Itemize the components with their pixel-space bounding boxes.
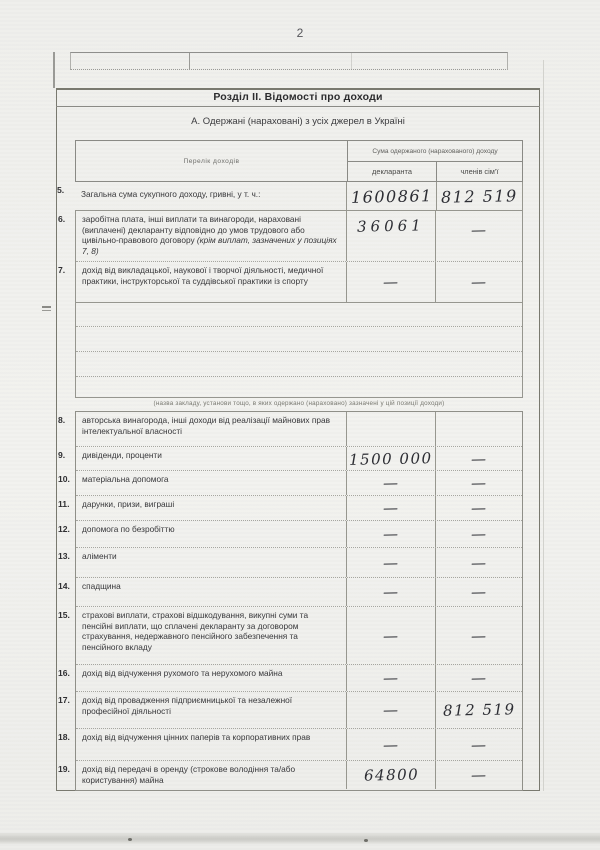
row-label: допомога по безробіттю — [76, 521, 347, 547]
row-number: 13. — [58, 551, 70, 561]
row-label: матеріальна допомога — [76, 471, 347, 495]
handwritten-value: 812 519 — [442, 700, 516, 720]
row-number: 10. — [58, 474, 70, 484]
family-amount — [436, 412, 522, 446]
family-amount — [437, 182, 523, 210]
handwritten-value: 1600861 — [350, 185, 433, 207]
row-number: 15. — [58, 610, 70, 620]
empty-line — [76, 327, 522, 352]
family-amount — [436, 471, 522, 495]
income-table-rows-6-7 — [58, 210, 523, 303]
table-row — [58, 607, 522, 665]
row-number: 19. — [58, 764, 70, 774]
row-number: 8. — [58, 415, 66, 425]
table-row — [58, 471, 522, 496]
scan-dot — [364, 839, 368, 842]
family-amount — [436, 211, 522, 261]
scan-artifact-band — [0, 833, 600, 844]
table-row — [58, 211, 522, 262]
family-amount — [436, 607, 522, 664]
right-margin-line — [543, 60, 544, 791]
handwritten-dash: — — [382, 700, 400, 720]
row-label: дарунки, призи, виграші — [76, 496, 347, 520]
row-label: дохід від передачі в оренду (строкове володіння та/або користування) майна — [76, 761, 347, 789]
handwritten-dash: — — [470, 272, 488, 292]
family-amount — [436, 665, 522, 691]
left-margin-line — [53, 52, 55, 88]
family-amount — [436, 521, 522, 547]
scan-artifact — [42, 306, 51, 311]
handwritten-dash: — — [382, 272, 400, 292]
declarant-amount — [347, 521, 437, 547]
declarant-amount — [347, 262, 437, 302]
declarant-amount — [347, 665, 437, 691]
row-label: авторська винагорода, інші доходи від реалізації майнових прав інтелектуальної власності — [76, 412, 347, 446]
table-caption: (назва закладу, установи тощо, в яких одержано (нараховано) зазначені у цій позиції доходи) — [153, 400, 445, 407]
handwritten-dash: — — [382, 582, 400, 602]
family-amount — [436, 761, 522, 789]
handwritten-dash: — — [382, 473, 400, 493]
handwritten-value: 1500 000 — [349, 448, 434, 469]
declarant-amount — [347, 578, 437, 606]
handwritten-dash: — — [470, 220, 488, 240]
column-header-family: членів сім’ї — [460, 167, 499, 176]
row-number: 12. — [58, 524, 70, 534]
handwritten-dash: — — [470, 626, 488, 645]
remnant-divider — [351, 53, 352, 69]
family-amount — [436, 496, 522, 520]
declarant-amount — [347, 412, 437, 446]
table-row — [58, 548, 522, 578]
handwritten-value: 64800 — [363, 765, 419, 785]
handwritten-dash: — — [382, 524, 400, 544]
handwritten-dash: — — [470, 582, 488, 602]
declarant-amount — [347, 471, 437, 495]
row-number: 11. — [58, 499, 70, 509]
column-header-amount-group — [348, 141, 522, 181]
table-row — [58, 729, 522, 761]
row-number: 5. — [57, 185, 65, 195]
declarant-amount — [347, 607, 437, 664]
declarant-amount — [347, 496, 437, 520]
table-row — [58, 521, 522, 548]
declarant-amount — [347, 548, 437, 577]
handwritten-dash: — — [382, 498, 400, 518]
section-title: Розділ II. Відомості про доходи — [56, 88, 540, 107]
row-label: дохід від відчуження рухомого та нерухомого майна — [76, 665, 347, 691]
row-number: 6. — [58, 214, 66, 224]
row-number: 18. — [58, 732, 70, 742]
row-label: заробітна плата, інші виплати та винагороди, нараховані (виплачені) декларанту відповідно до умов трудового або цивільно-правового договору (крім виплат, зазначених у позиціях 7, 8) — [76, 211, 347, 261]
declarant-amount — [347, 761, 437, 789]
table-row — [57, 182, 523, 210]
row-label: страхові виплати, страхові відшкодування, викупні суми та пенсійні виплати, що сплачені декларанту за договором страхування, недержавного пенсійного забезпечення та пенсійного вкладу — [76, 607, 347, 664]
row-label: дивіденди, проценти — [76, 447, 347, 470]
declarant-amount — [347, 447, 437, 470]
empty-line — [76, 303, 522, 327]
family-amount — [436, 578, 522, 606]
subsection-title: А. Одержані (нараховані) з усіх джерел в Україні — [191, 116, 405, 127]
row-number: 14. — [58, 581, 70, 591]
previous-page-table-remnant — [70, 52, 508, 70]
row-number: 16. — [58, 668, 70, 678]
remnant-divider — [189, 53, 190, 69]
family-amount — [436, 447, 522, 470]
column-header-amount: Сума одержаного (нарахованого) доходу — [348, 141, 522, 162]
declarant-amount — [347, 692, 437, 728]
empty-line — [76, 377, 522, 396]
table-row — [58, 761, 522, 789]
handwritten-dash: — — [470, 553, 488, 572]
column-header-items: Перелік доходів — [76, 141, 348, 181]
table-row — [58, 447, 522, 471]
row-label: Загальна сума сукупного доходу, гривні, у т. ч.: — [75, 182, 347, 210]
handwritten-dash: — — [382, 735, 400, 754]
family-amount — [436, 692, 522, 728]
scan-dot — [128, 838, 132, 841]
handwritten-dash: — — [470, 473, 488, 493]
row-label: дохід від провадження підприємницької та незалежної професійної діяльності — [76, 692, 347, 728]
institution-name-lines — [75, 303, 523, 398]
page-number: 2 — [296, 26, 304, 40]
income-table-header — [75, 140, 523, 182]
declarant-amount — [347, 729, 437, 760]
handwritten-dash: — — [470, 498, 488, 518]
row-number: 7. — [58, 265, 66, 275]
declarant-amount — [347, 182, 437, 210]
family-amount — [436, 548, 522, 577]
handwritten-dash: — — [470, 524, 488, 544]
family-amount — [436, 262, 522, 302]
row-label: аліменти — [76, 548, 347, 577]
handwritten-dash: — — [470, 668, 488, 688]
handwritten-dash: — — [470, 765, 488, 785]
handwritten-value: 812 519 — [440, 185, 519, 207]
income-table-rows-8-19 — [58, 411, 523, 791]
empty-line — [76, 352, 522, 377]
table-row — [58, 412, 522, 447]
row-label-note: (крім виплат, зазначених у позиціях 7, 8) — [82, 235, 337, 257]
row-label: дохід від викладацької, наукової і творчої діяльності, медичної практики, інструкторської та суддівської практики із спорту — [76, 262, 347, 302]
table-row — [58, 578, 522, 607]
handwritten-dash: — — [382, 553, 400, 572]
declarant-amount — [347, 211, 437, 261]
handwritten-dash: — — [382, 626, 400, 645]
row-label: дохід від відчуження цінних паперів та корпоративних прав — [76, 729, 347, 760]
family-amount — [436, 729, 522, 760]
column-header-declarant: декларанта — [348, 162, 437, 181]
table-row — [58, 262, 522, 302]
table-row — [58, 692, 522, 729]
handwritten-value: 36061 — [357, 216, 426, 236]
handwritten-dash: — — [470, 735, 488, 754]
row-number: 17. — [58, 695, 70, 705]
table-row — [58, 496, 522, 521]
row-number: 9. — [58, 450, 66, 460]
row-label: спадщина — [76, 578, 347, 606]
handwritten-dash: — — [470, 449, 488, 468]
table-row — [58, 665, 522, 692]
handwritten-dash: — — [382, 668, 400, 688]
